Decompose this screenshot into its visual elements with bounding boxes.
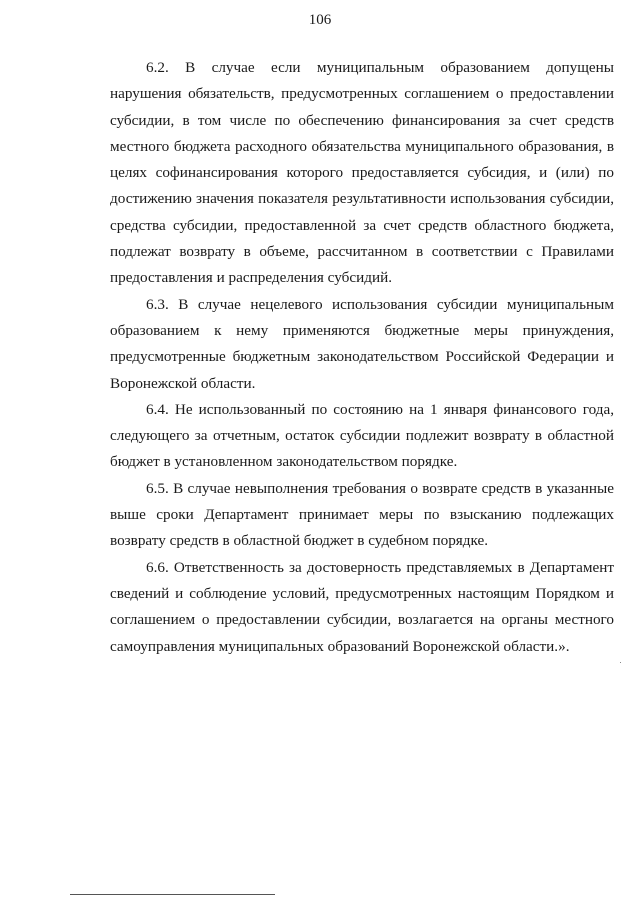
- footer-rule: [70, 894, 275, 895]
- paragraph-6-5: 6.5. В случае невыполнения требования о возврате средств в указанные выше сроки Департамент принимает меры по взысканию подлежащих возврату средств в областной бюджет в судебном порядке.: [110, 479, 614, 550]
- paragraph-6-2: 6.2. В случае если муниципальным образованием допущены нарушения обязательств, предусмотренных соглашением о предоставлении субсидии, в том числе по обеспечению финансирования за счет средств местного бюджета расходного обязательства муниципального образования, в целях софинансирования которого предоставляется субсидия, и (или) по достижению значения показателя результативности использования субсидии, средства субсидии, предоставленной за счет средств областного бюджета, подлежат возврату в объеме, рассчитанном в соответствии с Правилами предоставления и распределения субсидий.: [110, 59, 614, 287]
- paragraph-6-6: 6.6. Ответственность за достоверность представляемых в Департамент сведений и соблюдение условий, предусмотренных настоящим Порядком и соглашением о предоставлении субсидии, возлагается на органы местного самоуправления муниципальных образований Воронежской области.».: [110, 558, 614, 655]
- paragraph-6-3: 6.3. В случае нецелевого использования субсидии муниципальным образованием к нему применяются бюджетные меры принуждения, предусмотренные бюджетным законодательством Российской Федерации и Воронежской области.: [110, 295, 614, 392]
- scan-speck: [620, 662, 621, 663]
- paragraph-6-4: 6.4. Не использованный по состоянию на 1 января финансового года, следующего за отчетным, остаток субсидии подлежит возврату в областной бюджет в установленном законодательством порядке.: [110, 400, 614, 471]
- document-body: [110, 55, 614, 660]
- page-number: 106: [308, 12, 332, 28]
